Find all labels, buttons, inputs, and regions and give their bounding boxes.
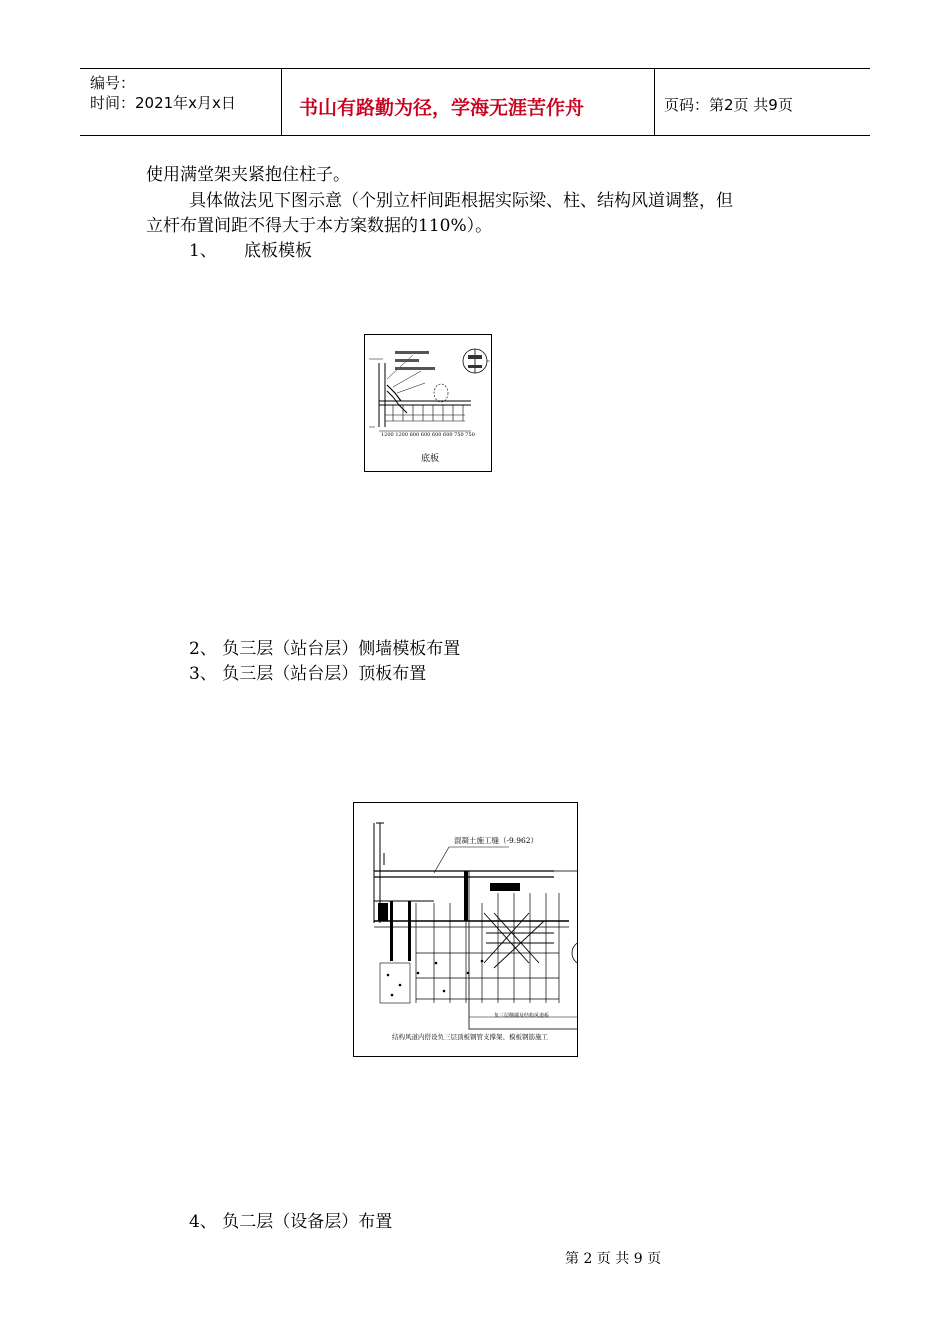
page-footer: 第 2 页 共 9 页 [565,1251,662,1267]
paragraph-line: 立杆布置间距不得大于本方案数据的110%）。 [146,216,493,236]
roof-slab-drawing [354,803,577,1056]
section-heading: 4、 负二层（设备层）布置 [189,1212,393,1232]
header-motto: 书山有路勤为径，学海无涯苦作舟 [299,97,585,119]
page-indicator: 页码：第2页 共9页 [664,96,793,114]
section-heading: 底板模板 [244,241,312,261]
paragraph-line: 使用满堂架夹紧抱住柱子。 [146,165,350,185]
section-heading-number: 1、 [189,241,217,261]
figure-caption: 结构风道内搭设负三层顶板钢管支撑架、模板钢筋施工 [392,1033,548,1041]
floor-slab-drawing [365,335,491,471]
paragraph-line: 具体做法见下图示意（个别立杆间距根据实际梁、柱、结构风道调整，但 [189,191,733,211]
figure-roof-slab-layout [353,802,578,1057]
document-date: 时间：2021年x月x日 [90,94,236,112]
section-heading: 3、 负三层（站台层）顶板布置 [189,664,427,684]
figure-caption: 底板 [421,454,440,464]
document-number-label: 编号： [90,74,136,92]
header-divider-left [281,68,282,136]
section-heading: 2、 负三层（站台层）侧墙模板布置 [189,639,461,659]
inset-caption: 负三层侧墙及结构风道板 [494,1013,550,1019]
header-divider-right [654,68,655,136]
dimension-labels: 1200 1200 600 600 600 600 750 750 [381,432,475,438]
header-bottom-rule [80,135,870,136]
header-top-rule [80,68,870,69]
construction-joint-callout: 混凝土施工缝（-9.962） [454,836,539,845]
figure-floor-slab-formwork [364,334,492,472]
